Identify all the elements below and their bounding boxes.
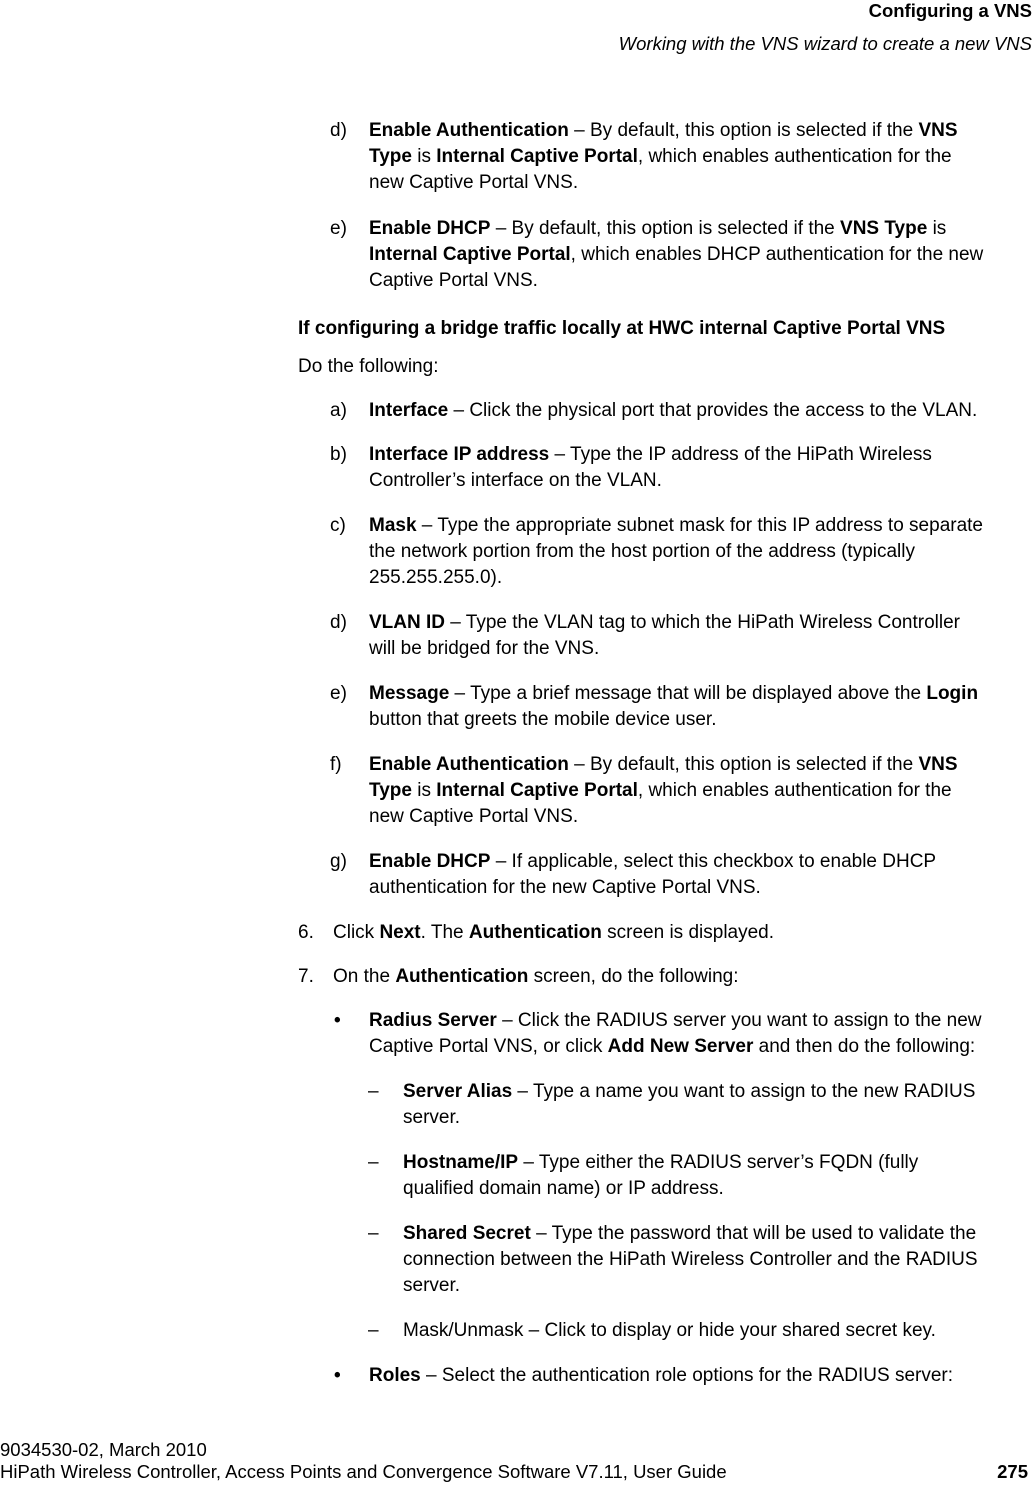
- item-label: d): [330, 612, 347, 633]
- bullet-radius-server: Radius Server – Click the RADIUS server you want to assign to the new Captive Portal VNS, or click Add New Server and then do the following:: [369, 1010, 982, 1057]
- footer-doc-id: 9034530-02, March 2010: [0, 1439, 207, 1460]
- dash-icon: –: [368, 1320, 379, 1341]
- intro-text: Do the following:: [298, 356, 439, 377]
- step-6: Click Next. The Authentication screen is displayed.: [333, 922, 775, 943]
- dash-icon: –: [368, 1152, 379, 1173]
- dash-icon: –: [368, 1223, 379, 1244]
- list-item-enable-dhcp-2: Enable DHCP – If applicable, select this checkbox to enable DHCP authentication for the new Captive Portal VNS.: [369, 851, 937, 898]
- section-heading: If configuring a bridge traffic locally at HWC internal Captive Portal VNS: [298, 318, 946, 339]
- bullet-roles: Roles – Select the authentication role options for the RADIUS server:: [369, 1365, 954, 1386]
- header-title: Configuring a VNS: [868, 0, 1032, 21]
- step-label: 6.: [298, 922, 314, 943]
- item-label: a): [330, 400, 347, 421]
- item-label: c): [330, 515, 346, 536]
- list-item-enable-authentication-2: Enable Authentication – By default, this option is selected if the VNS Type is Internal Captive Portal, which enables authentication for the new Captive Portal VNS.: [369, 754, 958, 827]
- list-item-enable-authentication: Enable Authentication – By default, this option is selected if the VNS Type is Internal Captive Portal, which enables authentication for the new Captive Portal VNS.: [369, 120, 958, 193]
- dash-icon: –: [368, 1081, 379, 1102]
- bullet-icon: •: [334, 1010, 341, 1031]
- page-number: 275: [997, 1461, 1028, 1482]
- sub-item-server-alias: Server Alias – Type a name you want to assign to the new RADIUS server.: [403, 1081, 976, 1128]
- header-subtitle: Working with the VNS wizard to create a new VNS: [618, 33, 1032, 54]
- item-label: g): [330, 851, 347, 872]
- bullet-icon: •: [334, 1365, 341, 1386]
- item-label: e): [330, 683, 347, 704]
- sub-item-mask-unmask: Mask/Unmask – Click to display or hide your shared secret key.: [403, 1320, 936, 1341]
- step-label: 7.: [298, 966, 314, 987]
- list-item-interface-ip: Interface IP address – Type the IP address of the HiPath Wireless Controller’s interface on the VLAN.: [369, 444, 932, 491]
- item-label: b): [330, 444, 347, 465]
- list-item-vlan-id: VLAN ID – Type the VLAN tag to which the HiPath Wireless Controller will be bridged for the VNS.: [369, 612, 961, 659]
- footer-doc-title: HiPath Wireless Controller, Access Points and Convergence Software V7.11, User Guide: [0, 1461, 727, 1482]
- step-7: On the Authentication screen, do the following:: [333, 966, 739, 987]
- item-label: f): [330, 754, 342, 775]
- list-item-message: Message – Type a brief message that will be displayed above the Login button that greets the mobile device user.: [369, 683, 979, 730]
- sub-item-shared-secret: Shared Secret – Type the password that will be used to validate the connection between the HiPath Wireless Controller and the RADIUS server.: [403, 1223, 978, 1296]
- item-label: d): [330, 120, 347, 141]
- sub-item-hostname-ip: Hostname/IP – Type either the RADIUS server’s FQDN (fully qualified domain name) or IP address.: [403, 1152, 919, 1199]
- item-label: e): [330, 218, 347, 239]
- list-item-enable-dhcp: Enable DHCP – By default, this option is selected if the VNS Type is Internal Captive Portal, which enables DHCP authentication for the new Captive Portal VNS.: [369, 218, 984, 291]
- list-item-interface: Interface – Click the physical port that provides the access to the VLAN.: [369, 400, 978, 421]
- list-item-mask: Mask – Type the appropriate subnet mask for this IP address to separate the network portion from the host portion of the address (typically 255.255.255.0).: [369, 515, 983, 588]
